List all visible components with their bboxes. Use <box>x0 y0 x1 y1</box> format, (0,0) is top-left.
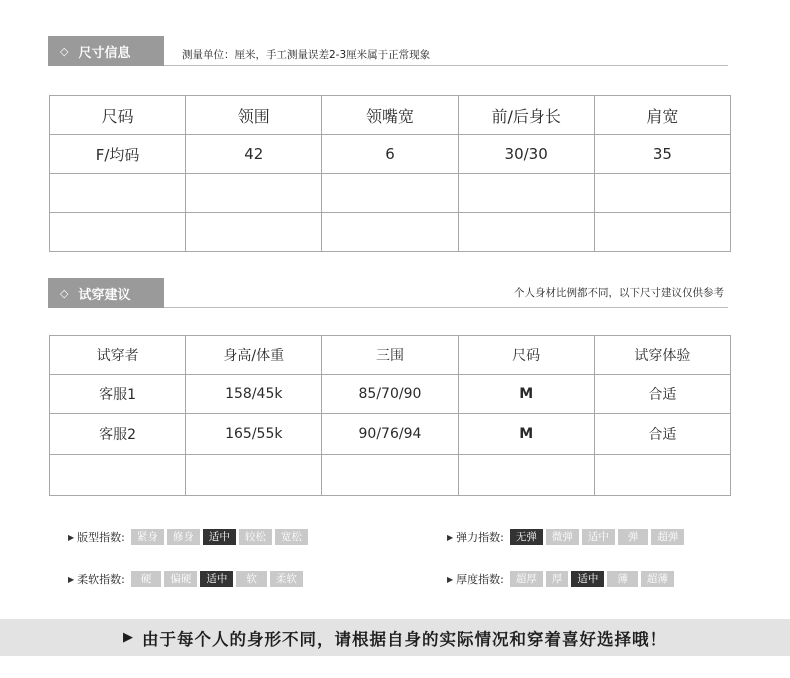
table-header-cell: 试穿者 <box>50 336 186 375</box>
table-header-row <box>50 96 731 135</box>
table-cell: 客服2 <box>50 414 186 455</box>
table-row <box>50 375 731 414</box>
table-cell: F/均码 <box>50 135 186 174</box>
table-cell <box>186 213 322 252</box>
table-cell: 合适 <box>594 414 730 455</box>
fit-option-chip: 紧身 <box>131 529 164 545</box>
thickness-option-chip: 超薄 <box>641 571 674 587</box>
fit-option-chip-selected: 适中 <box>203 529 236 545</box>
elasticity-option-chip-selected: 无弹 <box>510 529 543 545</box>
table-cell <box>186 455 322 496</box>
table-header-cell: 三围 <box>322 336 458 375</box>
table-header-cell: 尺码 <box>458 336 594 375</box>
table-cell <box>458 213 594 252</box>
table-header-row <box>50 336 731 375</box>
softness-option-chip-selected: 适中 <box>200 571 233 587</box>
size-info-title: 尺寸信息 <box>78 45 131 61</box>
softness-option-chip: 偏硬 <box>164 571 197 587</box>
table-cell <box>458 455 594 496</box>
softness-index-label: 柔软指数: <box>77 573 125 586</box>
thickness-option-chip: 超厚 <box>510 571 543 587</box>
table-cell <box>458 174 594 213</box>
table-cell <box>322 213 458 252</box>
elasticity-option-chip: 超弹 <box>651 529 684 545</box>
softness-index <box>68 570 306 588</box>
softness-option-chip: 硬 <box>131 571 162 587</box>
table-header-cell: 肩宽 <box>594 96 730 135</box>
table-row <box>50 455 731 496</box>
table-header-cell: 身高/体重 <box>186 336 322 375</box>
table-cell: 85/70/90 <box>322 375 458 414</box>
table-cell <box>322 455 458 496</box>
diamond-icon: ◇ <box>60 44 69 58</box>
elasticity-option-chip: 微弹 <box>546 529 579 545</box>
table-cell <box>50 455 186 496</box>
table-cell <box>594 455 730 496</box>
try-on-note: 个人身材比例都不同，以下尺寸建议仅供参考 <box>514 287 724 299</box>
size-info-header <box>48 36 728 66</box>
table-cell <box>186 174 322 213</box>
fit-index <box>68 528 311 546</box>
try-on-tab <box>48 278 164 308</box>
fit-option-chip: 修身 <box>167 529 200 545</box>
table-cell: 客服1 <box>50 375 186 414</box>
arrow-right-icon: ▶ <box>68 532 75 542</box>
try-on-header <box>48 278 728 308</box>
table-cell: 158/45k <box>186 375 322 414</box>
table-header-cell: 领嘴宽 <box>322 96 458 135</box>
size-table <box>49 95 731 252</box>
softness-option-chip: 软 <box>236 571 267 587</box>
thickness-option-chip-selected: 适中 <box>571 571 604 587</box>
table-cell <box>594 213 730 252</box>
advice-banner-text: 由于每个人的身形不同，请根据自身的实际情况和穿着喜好选择哦！ <box>142 629 667 649</box>
table-cell: 合适 <box>594 375 730 414</box>
table-cell: 35 <box>594 135 730 174</box>
table-row <box>50 213 731 252</box>
try-on-title: 试穿建议 <box>78 287 131 303</box>
table-cell: M <box>458 375 594 414</box>
play-arrow-icon: ▶ <box>123 630 134 645</box>
measurement-note: 测量单位：厘米，手工测量误差2-3厘米属于正常现象 <box>182 49 431 61</box>
fit-option-chip: 较松 <box>239 529 272 545</box>
thickness-index <box>447 570 677 588</box>
table-cell: 6 <box>322 135 458 174</box>
advice-banner <box>0 619 790 656</box>
arrow-right-icon: ▶ <box>68 574 75 584</box>
elasticity-option-chip: 适中 <box>582 529 615 545</box>
size-info-tab <box>48 36 164 66</box>
table-cell: 42 <box>186 135 322 174</box>
table-cell: 165/55k <box>186 414 322 455</box>
table-row <box>50 135 731 174</box>
softness-option-chip: 柔软 <box>270 571 303 587</box>
table-header-cell: 领围 <box>186 96 322 135</box>
table-row <box>50 414 731 455</box>
table-cell <box>322 174 458 213</box>
elasticity-index-label: 弹力指数: <box>456 531 504 544</box>
section-divider <box>164 65 728 66</box>
arrow-right-icon: ▶ <box>447 574 454 584</box>
table-header-cell: 尺码 <box>50 96 186 135</box>
table-cell: 90/76/94 <box>322 414 458 455</box>
fit-option-chip: 宽松 <box>275 529 308 545</box>
arrow-right-icon: ▶ <box>447 532 454 542</box>
thickness-option-chip: 薄 <box>607 571 638 587</box>
thickness-index-label: 厚度指数: <box>456 573 504 586</box>
try-on-table <box>49 335 731 496</box>
table-cell <box>50 213 186 252</box>
elasticity-option-chip: 弹 <box>618 529 649 545</box>
table-header-cell: 试穿体验 <box>594 336 730 375</box>
thickness-option-chip: 厚 <box>546 571 569 587</box>
fit-index-label: 版型指数: <box>77 531 125 544</box>
table-cell: 30/30 <box>458 135 594 174</box>
table-cell <box>594 174 730 213</box>
diamond-icon: ◇ <box>60 286 69 300</box>
elasticity-index <box>447 528 687 546</box>
table-cell: M <box>458 414 594 455</box>
table-header-cell: 前/后身长 <box>458 96 594 135</box>
table-cell <box>50 174 186 213</box>
table-row <box>50 174 731 213</box>
section-divider <box>164 307 728 308</box>
